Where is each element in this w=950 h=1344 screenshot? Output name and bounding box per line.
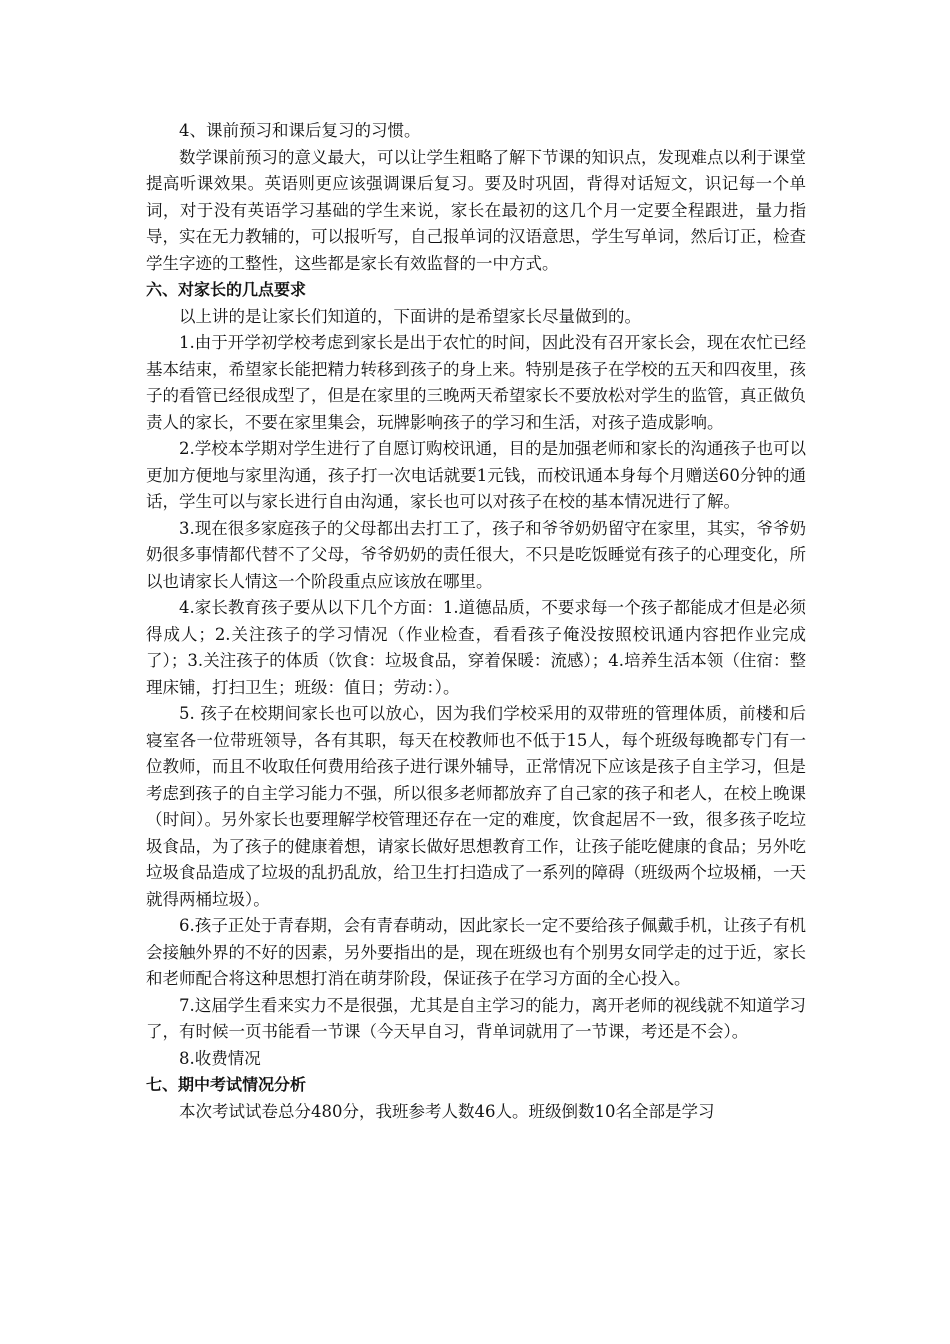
paragraph-preview-review: 数学课前预习的意义最大，可以让学生粗略了解下节课的知识点，发现难点以利于课堂提高听课效果。英语则更应该强调课后复习。要及时巩固，背得对话短文，识记每一个单词，对于没有英语学习基础的学生来说，家长在最初的这几个月一定要全程跟进，量力指导，实在无力教辅的，可以报听写，自己报单词的汉语意思，学生写单词，然后订正，检查学生字迹的工整性，这些都是家长有效监督的一中方式。 bbox=[146, 147, 806, 273]
paragraph-item-6: 6.孩子正处于青春期，会有青春萌动，因此家长一定不要给孩子佩戴手机，让孩子有机会接触外界的不好的因素，另外要指出的是，现在班级也有个别男女同学走的过于近，家长和老师配合将这种思想打消在萌芽阶段，保证孩子在学习方面的全心投入。 bbox=[146, 916, 806, 988]
paragraph-item-2: 2.学校本学期对学生进行了自愿订购校讯通，目的是加强老师和家长的沟通孩子也可以更加方便地与家里沟通，孩子打一次电话就要1元钱，而校讯通本身每个月赠送60分钟的通话，学生可以与家长进行自由沟通，家长也可以对孩子在校的基本情况进行了解。 bbox=[146, 439, 806, 511]
paragraph-item-7: 7.这届学生看来实力不是很强，尤其是自主学习的能力，离开老师的视线就不知道学习了，有时候一页书能看一节课（今天早自习，背单词就用了一节课，考还是不会）。 bbox=[146, 995, 806, 1041]
paragraph-item-4: 4.家长教育孩子要从以下几个方面：1.道德品质，不要求每一个孩子都能成才但是必须得成人；2.关注孩子的学习情况（作业检查，看看孩子俺没按照校讯通内容把作业完成了）；3.关注孩子的体质（饮食：垃圾食品，穿着保暖：流感）；4.培养生活本领（住宿：整理床铺，打扫卫生；班级：值日；劳动：）。 bbox=[146, 598, 806, 697]
paragraph-item-1: 1.由于开学初学校考虑到家长是出于农忙的时间，因此没有召开家长会，现在农忙已经基本结束，希望家长能把精力转移到孩子的身上来。特别是孩子在学校的五天和四夜里，孩子的看管已经很成型了，但是在家里的三晚两天希望家长不要放松对学生的监管，真正做负责人的家长，不要在家里集会，玩牌影响孩子的学习和生活，对孩子造成影响。 bbox=[146, 333, 806, 432]
paragraph-review-habit-title: 4、课前预习和课后复习的习惯。 bbox=[179, 121, 421, 140]
document-page bbox=[146, 118, 806, 1125]
paragraph-item-3: 3.现在很多家庭孩子的父母都出去打工了，孩子和爷爷奶奶留守在家里，其实，爷爷奶奶很多事情都代替不了父母，爷爷奶奶的责任很大，不只是吃饭睡觉有孩子的心理变化，所以也请家长人情这一个阶段重点应该放在哪里。 bbox=[146, 518, 806, 591]
paragraph-item-8: 8.收费情况 bbox=[179, 1048, 261, 1068]
paragraph-item-5: 5. 孩子在校期间家长也可以放心，因为我们学校采用的双带班的管理体质，前楼和后寝室各一位带班领导，各有其职，每天在校教师也不低于15人，每个班级每晚都专门有一位教师，而且不收取任何费用给孩子进行课外辅导，正常情况下应该是孩子自主学习，但是考虑到孩子的自主学习能力不强，所以很多老师都放弃了自己家的孩子和老人，在校上晚课（时间）。另外家长也要理解学校管理还存在一定的难度，饮食起居不一致，很多孩子吃垃圾食品，为了孩子的健康着想，请家长做好思想教育工作，让孩子能吃健康的食品；另外吃垃圾食品造成了垃圾的乱扔乱放，给卫生打扫造成了一系列的障碍（班级两个垃圾桶，一天就得两桶垃圾）。 bbox=[146, 704, 806, 909]
paragraph-intro: 以上讲的是让家长们知道的，下面讲的是希望家长尽量做到的。 bbox=[179, 306, 641, 326]
section-heading-midterm-analysis: 七、期中考试情况分析 bbox=[146, 1075, 307, 1094]
paragraph-midterm-intro: 本次考试试卷总分480分，我班参考人数46人。班级倒数10名全部是学习 bbox=[179, 1101, 715, 1121]
section-heading-parent-requirements: 六、对家长的几点要求 bbox=[146, 280, 307, 299]
